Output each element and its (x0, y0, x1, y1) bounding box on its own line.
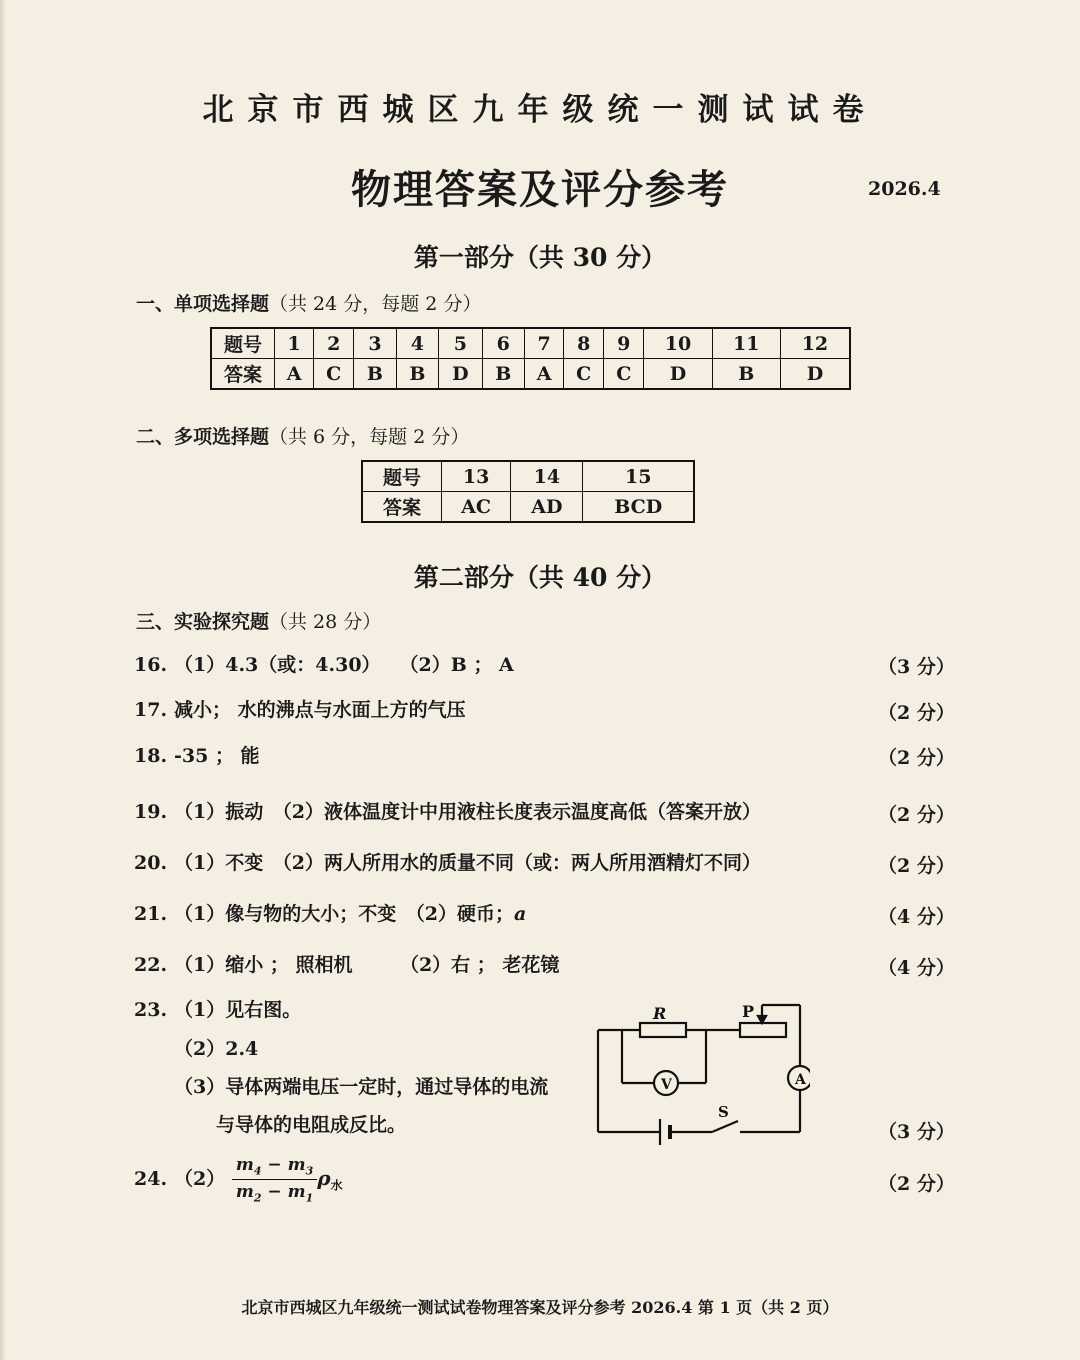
item-number: 20. (134, 852, 168, 874)
question-number: 6 (482, 328, 524, 359)
answer-item-22 (134, 950, 559, 977)
density-formula-fraction (232, 1155, 317, 1205)
answer-item-20 (134, 848, 761, 875)
item-23-part3: （3）导体两端电压一定时，通过导体的电流 (174, 1076, 549, 1098)
section1-heading (136, 289, 481, 316)
item-italic-variable: a (513, 903, 527, 925)
answer-cell: AC (442, 492, 511, 523)
row-label: 题号 (211, 328, 275, 359)
rheostat-symbol (740, 1023, 786, 1037)
question-number: 15 (583, 461, 694, 492)
answer-item-21 (134, 899, 526, 926)
resistor-label: R (653, 1004, 667, 1023)
single-choice-answer-table (210, 327, 851, 390)
item-text: （1）像与物的大小；不变 （2）硬币； (174, 903, 514, 925)
item-score: （4 分） (878, 957, 955, 979)
answer-cell: D (644, 359, 712, 390)
answer-cell: A (275, 359, 314, 390)
table-row (211, 359, 850, 390)
item-score: （3 分） (878, 1121, 955, 1143)
table-row (362, 492, 694, 523)
item-score: （2 分） (878, 855, 955, 877)
answer-cell: BCD (583, 492, 694, 523)
item-number: 24. (134, 1167, 168, 1190)
table-row (362, 461, 694, 492)
fraction-numerator: $m_4 - m_3$ (232, 1155, 317, 1180)
answer-cell: B (712, 359, 780, 390)
multiple-choice-answer-table (361, 460, 695, 523)
item-23-part3-cont: 与导体的电阻成反比。 (216, 1114, 407, 1136)
question-number: 9 (604, 328, 644, 359)
section1-note: （共 24 分，每题 2 分） (269, 293, 482, 315)
answer-cell: D (439, 359, 482, 390)
item-text: （1）缩小 ； 照相机 （2）右 ； 老花镜 (174, 954, 560, 976)
density-symbol: ρ (317, 1165, 331, 1190)
page-footer: 北京市西城区九年级统一测试试卷物理答案及评分参考 2026.4 第 1 页（共 2 页） (241, 1298, 839, 1317)
question-number: 4 (396, 328, 438, 359)
switch-blade (712, 1121, 738, 1132)
answer-item-18 (134, 741, 260, 768)
item-23-part2: （2）2.4 (174, 1038, 259, 1060)
answer-cell: A (524, 359, 563, 390)
slider-label: P (742, 1002, 755, 1021)
item-text: （1）4.3（或：4.30） （2）B ； A (174, 654, 514, 676)
item-score: （2 分） (878, 1173, 955, 1195)
section3-name: 三、实验探究题 (136, 611, 270, 633)
item-score: （4 分） (878, 906, 955, 928)
exam-title: 北京市西城区九年级统一测试试卷 (202, 92, 878, 128)
table-row (211, 328, 850, 359)
item-number: 21. (134, 903, 168, 925)
item-number: 23. (134, 999, 168, 1021)
item-number: 22. (134, 954, 168, 976)
circuit-diagram (590, 995, 810, 1150)
section2-name: 二、多项选择题 (136, 426, 270, 448)
switch-label: S (718, 1103, 729, 1121)
question-number: 13 (442, 461, 511, 492)
answer-cell: C (564, 359, 604, 390)
item-score: （3 分） (878, 656, 955, 678)
question-number: 12 (780, 328, 850, 359)
question-number: 14 (511, 461, 583, 492)
item-text: （1）不变 （2）两人所用水的质量不同（或：两人所用酒精灯不同） (174, 852, 761, 874)
exam-date: 2026.4 (868, 178, 941, 200)
question-number: 7 (524, 328, 563, 359)
answer-cell: AD (511, 492, 583, 523)
answer-cell: C (314, 359, 354, 390)
item-number: 19. (134, 801, 168, 823)
item-number: 16. (134, 654, 168, 676)
subject-title: 物理答案及评分参考 (351, 166, 729, 213)
answer-cell: B (482, 359, 524, 390)
voltmeter-label: V (661, 1077, 672, 1093)
answer-item-19 (134, 797, 761, 824)
answer-item-17 (134, 695, 466, 722)
answer-cell: B (354, 359, 396, 390)
item-number: 17. (134, 699, 168, 721)
item-score: （2 分） (878, 702, 955, 724)
item-part-label: （2） (174, 1167, 226, 1190)
section2-note: （共 6 分，每题 2 分） (269, 426, 470, 448)
resistor-symbol (640, 1023, 686, 1037)
item-text: -35 ； 能 (174, 745, 260, 767)
item-number: 18. (134, 745, 168, 767)
item-score: （2 分） (878, 747, 955, 769)
part2-heading: 第二部分（共 40 分） (413, 563, 667, 592)
answer-item-23 (134, 995, 301, 1022)
question-number: 1 (275, 328, 314, 359)
section3-note: （共 28 分） (269, 611, 382, 633)
part1-heading: 第一部分（共 30 分） (413, 243, 667, 272)
section3-heading (136, 607, 381, 634)
ammeter-label: A (795, 1072, 806, 1088)
row-label: 题号 (362, 461, 442, 492)
question-number: 8 (564, 328, 604, 359)
item-text: （1）见右图。 (174, 999, 302, 1021)
answer-item-16 (134, 650, 514, 677)
section1-name: 一、单项选择题 (136, 293, 270, 315)
fraction-denominator: $m_2 - m_1$ (235, 1182, 314, 1205)
answer-cell: B (396, 359, 438, 390)
item-text: （1）振动 （2）液体温度计中用液柱长度表示温度高低（答案开放） (174, 801, 761, 823)
question-number: 5 (439, 328, 482, 359)
item-text: 减小； 水的沸点与水面上方的气压 (174, 699, 466, 721)
question-number: 10 (644, 328, 712, 359)
item-score: （2 分） (878, 804, 955, 826)
answer-item-24 (134, 1155, 343, 1205)
answer-cell: C (604, 359, 644, 390)
answer-cell: D (780, 359, 850, 390)
question-number: 11 (712, 328, 780, 359)
section2-heading (136, 422, 469, 449)
density-subscript: 水 (330, 1178, 343, 1193)
question-number: 3 (354, 328, 396, 359)
question-number: 2 (314, 328, 354, 359)
row-label: 答案 (362, 492, 442, 523)
row-label: 答案 (211, 359, 275, 390)
